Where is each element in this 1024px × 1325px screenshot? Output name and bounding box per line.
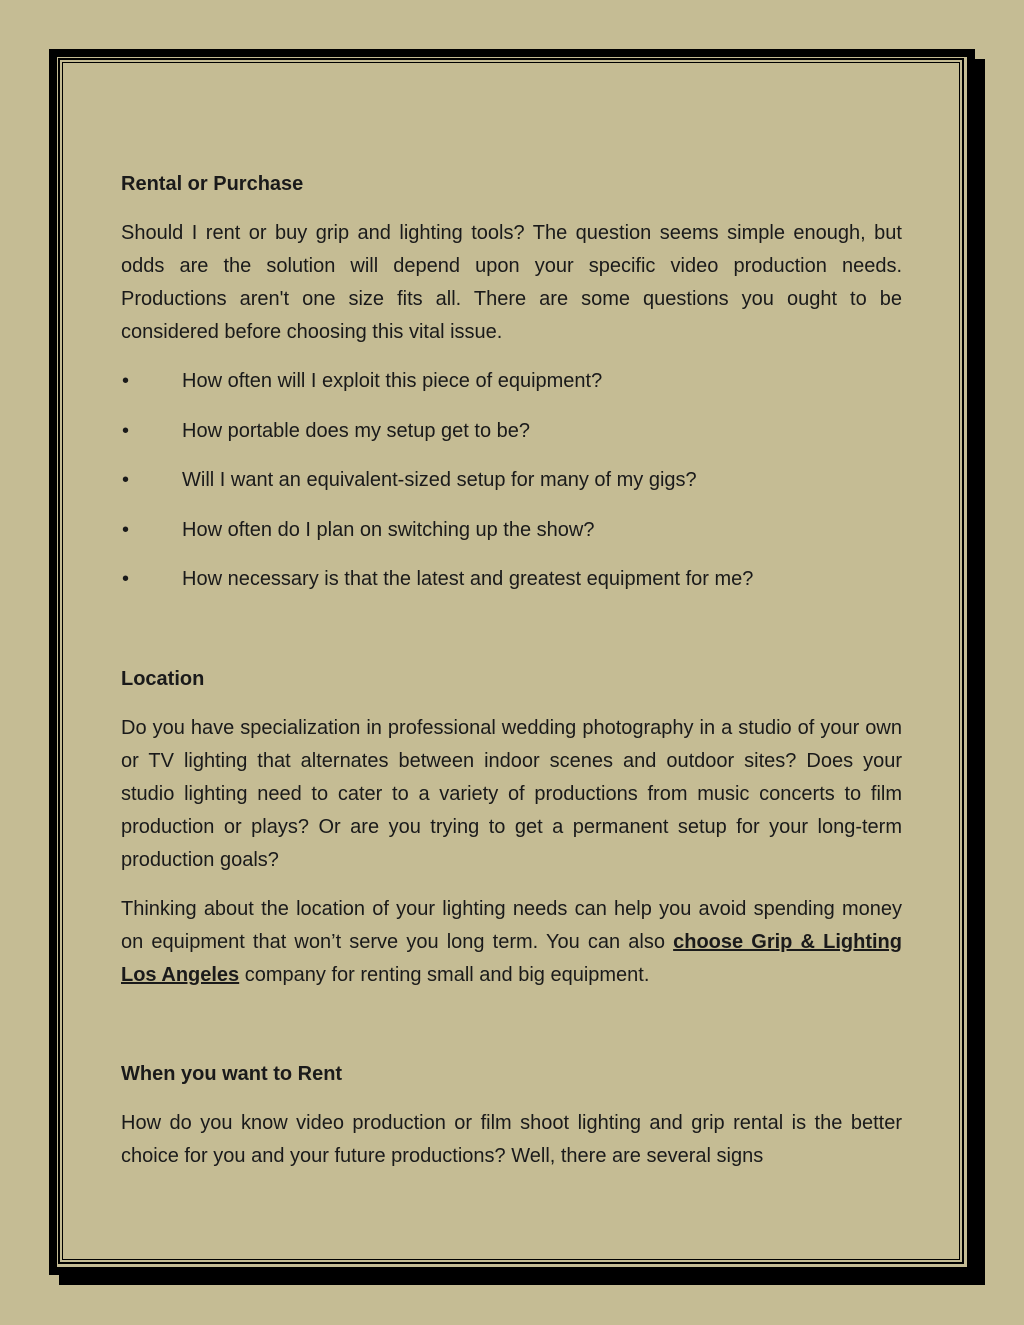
question-list	[121, 365, 902, 596]
list-item-text: How necessary is that the latest and greatest equipment for me?	[182, 568, 754, 591]
paragraph-rental: Should I rent or buy grip and lighting tools? The question seems simple enough, but odds are the solution will depend upon your specific video production needs. Productions aren't one size fits all. There are some questions you ought to be considered before choosing this vital issue.	[121, 222, 902, 343]
section-spacer	[121, 1008, 902, 1058]
document-body	[121, 168, 902, 1189]
grip-lighting-link[interactable]: choose Grip & Lighting Los Angeles	[121, 930, 902, 986]
list-item-text: How portable does my setup get to be?	[182, 419, 530, 442]
paragraph-location: Do you have specialization in professional wedding photography in a studio of your own or TV lighting that alternates between indoor scenes and outdoor sites? Does your studio lighting need to cater to a variety of productions from music concerts to film production or plays? Or are you trying to get a permanent setup for your long-term production goals?	[121, 716, 902, 871]
bullet-icon: •	[122, 469, 130, 492]
paragraph-location-tips	[121, 893, 902, 992]
paragraph-text: Thinking about the location of your lighting needs can help you avoid spending money on equipment that won’t serve you long term. You can also	[121, 897, 902, 953]
list-item	[121, 514, 902, 547]
bullet-icon: •	[122, 518, 130, 541]
list-item-text: How often will I exploit this piece of equipment?	[182, 370, 603, 392]
section-heading-rent: When you want to Rent	[121, 1062, 343, 1085]
section-heading-location: Location	[121, 667, 205, 690]
section-spacer	[121, 613, 902, 663]
bullet-icon: •	[122, 370, 130, 392]
bullet-icon: •	[122, 419, 130, 442]
list-item	[121, 464, 902, 497]
section-heading-rental: Rental or Purchase	[121, 173, 304, 195]
bullet-icon: •	[122, 568, 130, 591]
list-item	[121, 415, 902, 448]
list-item-text: How often do I plan on switching up the show?	[182, 518, 595, 541]
paragraph-text: company for renting small and big equipment.	[239, 963, 650, 986]
list-item-text: Will I want an equivalent-sized setup for many of my gigs?	[182, 469, 697, 492]
list-item	[121, 365, 902, 398]
paragraph-rent: How do you know video production or film shoot lighting and grip rental is the better choice for you and your future productions? Well, there are several signs	[121, 1111, 902, 1167]
list-item	[121, 563, 902, 596]
